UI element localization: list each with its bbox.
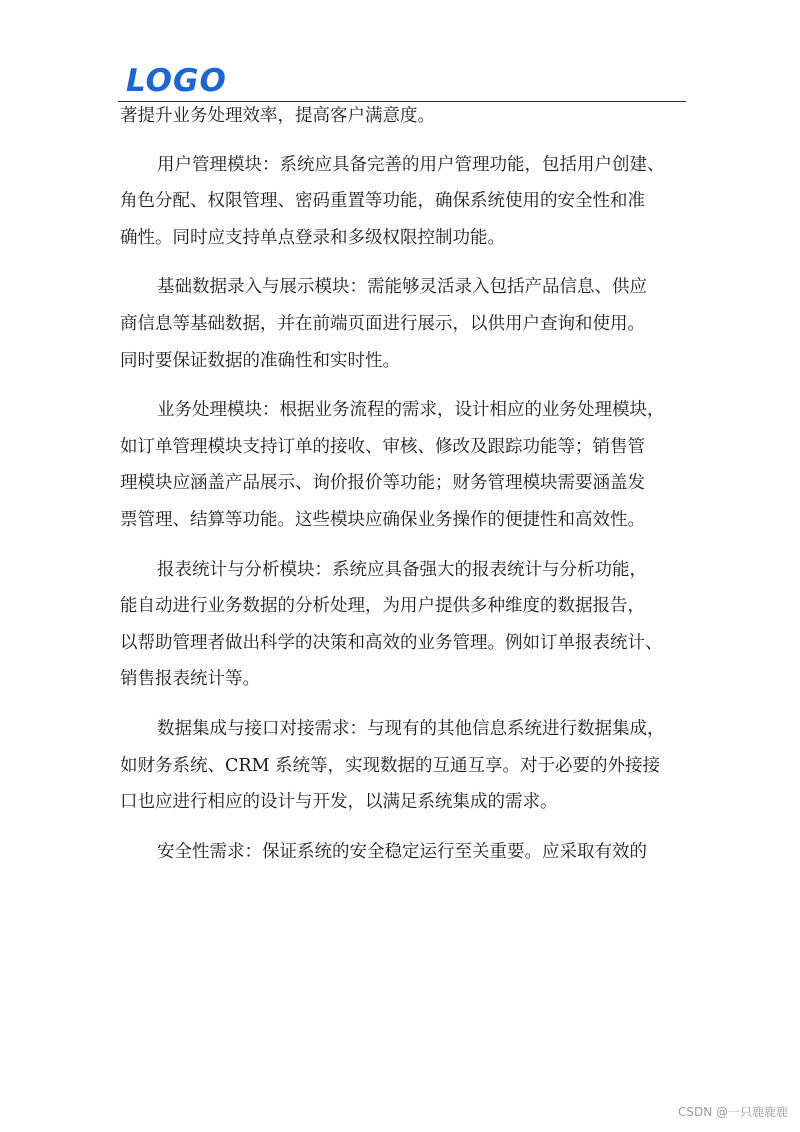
page-header: [118, 60, 686, 102]
logo: LOGO: [126, 63, 227, 99]
watermark: CSDN @一只鹿鹿鹿: [677, 1105, 788, 1119]
paragraph-security: [120, 834, 686, 871]
paragraph-business-processing: [120, 392, 686, 538]
text-line: 安全性需求：保证系统的安全稳定运行至关重要。应采取有效的: [157, 841, 647, 862]
text-line: 同时要保证数据的准确性和实时性。: [120, 350, 400, 371]
text-line: 理模块应涵盖产品展示、询价报价等功能；财务管理模块需要涵盖发: [120, 473, 645, 494]
paragraph-data-integration: [120, 711, 686, 821]
text-line: 业务处理模块：根据业务流程的需求，设计相应的业务处理模块，: [157, 400, 665, 421]
text-line: 著提升业务处理效率，提高客户满意度。: [120, 106, 435, 126]
paragraph-basic-data: [120, 269, 686, 379]
text-line: 如财务系统、CRM 系统等，实现数据的互通互享。对于必要的外接接: [120, 755, 661, 776]
text-line: 数据集成与接口对接需求：与现有的其他信息系统进行数据集成，: [157, 718, 665, 739]
text-line: 确性。同时应支持单点登录和多级权限控制功能。: [120, 227, 505, 248]
paragraph-continuation: [120, 98, 686, 135]
document-body: [120, 98, 686, 870]
text-line: 票管理、结算等功能。这些模块应确保业务操作的便捷性和高效性。: [120, 509, 645, 530]
text-line: 用户管理模块：系统应具备完善的用户管理功能，包括用户创建、: [157, 154, 665, 175]
text-line: 基础数据录入与展示模块：需能够灵活录入包括产品信息、供应: [157, 277, 647, 298]
text-line: 如订单管理模块支持订单的接收、审核、修改及跟踪功能等；销售管: [120, 436, 645, 457]
text-line: 销售报表统计等。: [120, 669, 260, 690]
text-line: 口也应进行相应的设计与开发，以满足系统集成的需求。: [120, 792, 558, 813]
text-line: 能自动进行业务数据的分析处理，为用户提供多种维度的数据报告，: [120, 596, 645, 617]
text-line: 报表统计与分析模块：系统应具备强大的报表统计与分析功能，: [157, 559, 647, 580]
paragraph-reporting: [120, 552, 686, 698]
text-line: 角色分配、权限管理、密码重置等功能，确保系统使用的安全性和准: [120, 191, 645, 212]
paragraph-user-management: [120, 147, 686, 257]
text-line: 商信息等基础数据，并在前端页面进行展示，以供用户查询和使用。: [120, 313, 645, 334]
text-line: 以帮助管理者做出科学的决策和高效的业务管理。例如订单报表统计、: [120, 632, 663, 653]
